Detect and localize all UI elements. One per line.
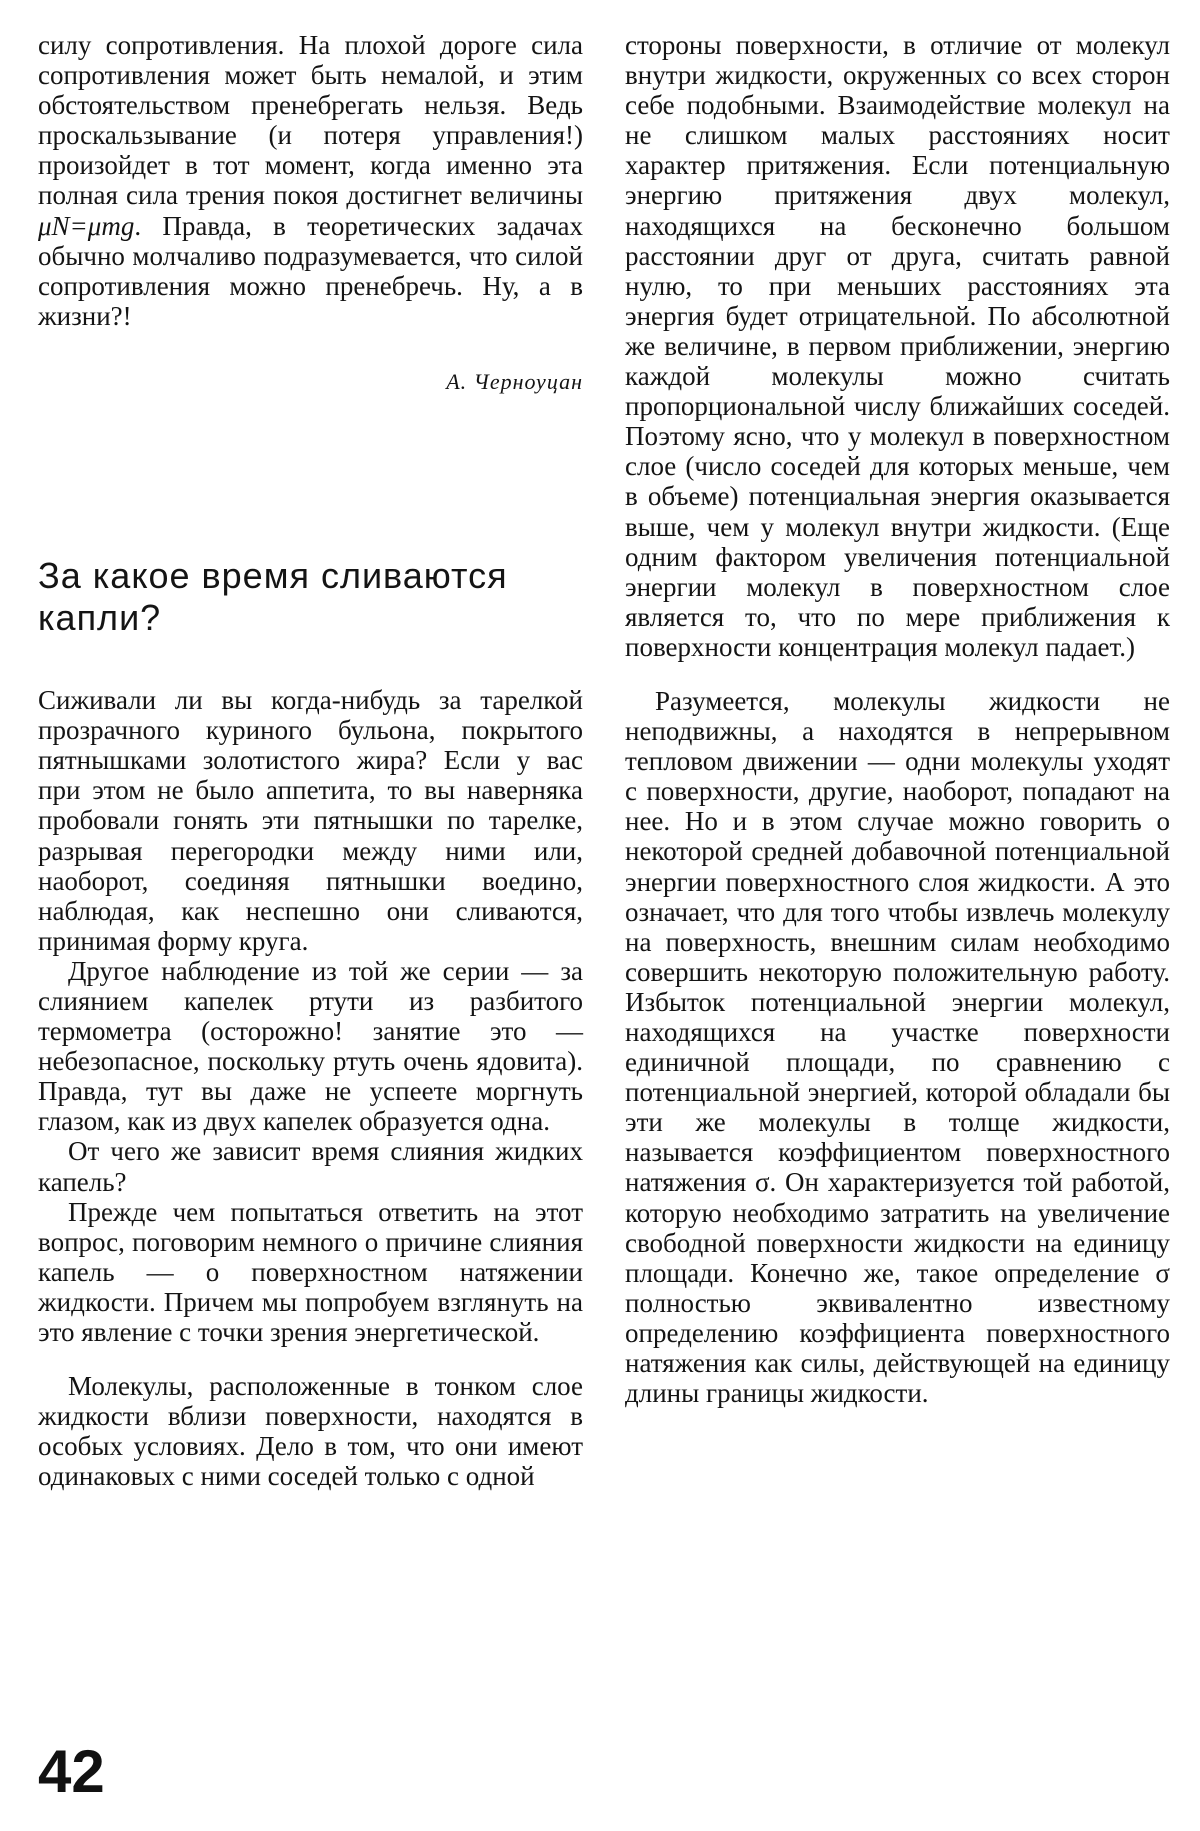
article-paragraph: Разумеется, молекулы жидкости не неподвижны, а находятся в непрерывном тепловом движении — одни молекулы уходят с поверхности, другие, наоборот, попадают на нее. Но и в этом случае можно говорить о некоторой средней добавочной потенциальной энергии поверхностного слоя жидкости. А это означает, что для того чтобы извлечь молекулу на поверхность, внешним силам необходимо совершить некоторую положительную работу. Избыток потенциальной энергии молекул, находящихся на участке поверхности единичной площади, по сравнению с потенциальной энергией, которой обладали бы эти же молекулы в толще жидкости, называется коэффициентом поверхностного натяжения σ. Он характеризуется той работой, которую необходимо затратить на увеличение свободной поверхности жидкости на единицу площади. Конечно же, такое определение σ полностью эквивалентно известному определению коэффициента поверхностного натяжения как силы, действующей на единицу длины границы жидкости. (625, 685, 1170, 1409)
right-column (625, 30, 1170, 1408)
article-paragraph: Другое наблюдение из той же серии — за слиянием капелек ртути из разбитого термометра (осторожно! занятие это — небезопасное, поскольку ртуть очень ядовита). Правда, тут вы даже не успеете моргнуть глазом, как из двух капелек образуется одна. (38, 955, 583, 1137)
article-paragraph: От чего же зависит время слияния жидких капель? (38, 1136, 583, 1197)
article-title: За какое время сливаются капли? (38, 555, 508, 639)
article-paragraph: Молекулы, расположенные в тонком слое жидкости вблизи поверхности, находятся в особых условиях. Дело в том, что они имеют одинаковых с ними соседей только с одной (38, 1371, 583, 1492)
author-signature: А. Черноуцан (446, 368, 583, 394)
carryover-text-end: . Правда, в теоретических задачах обычно молчаливо подразумевается, что силой сопротивления можно пренебречь. Ну, а в жизни?! (38, 210, 583, 331)
friction-formula: μN=μmg (38, 210, 135, 241)
page-number: 42 (38, 1738, 105, 1805)
left-column (38, 30, 583, 1491)
carryover-text-start: силу сопротивления. На плохой дороге сила сопротивления может быть немалой, и этим обстоятельством пренебрегать нельзя. Ведь проскальзывание (и потеря управления!) произойдет в тот момент, когда именно эта полная сила трения покоя достигнет величины (38, 30, 583, 211)
article-paragraph: стороны поверхности, в отличие от молекул внутри жидкости, окруженных со всех сторон себе подобными. Взаимодействие молекул на не слишком малых расстояниях носит характер притяжения. Если потенциальную энергию притяжения двух молекул, находящихся на бесконечно большом расстоянии друг от друга, считать равной нулю, то при меньших расстояниях эта энергия будет отрицательной. По абсолютной же величине, в первом приближении, энергию каждой молекулы можно считать пропорциональной числу ближайших соседей. Поэтому ясно, что у молекул в поверхностном слое (число соседей для которых меньше, чем в объеме) потенциальная энергия оказывается выше, чем у молекул внутри жидкости. (Еще одним фактором увеличения потенциальной энергии молекул в поверхностном слое является то, что по мере приближения к поверхности концентрация молекул падает.) (625, 30, 1170, 662)
carryover-paragraph (38, 30, 583, 331)
article-paragraph: Прежде чем попытаться ответить на этот вопрос, поговорим немного о причине слияния капель — о поверхностном натяжении жидкости. Причем мы попробуем взглянуть на это явление с точки зрения энергетической. (38, 1196, 583, 1347)
article-paragraph: Сиживали ли вы когда-нибудь за тарелкой прозрачного куриного бульона, покрытого пятнышками золотистого жира? Если у вас при этом не было аппетита, то вы наверняка пробовали гонять эти пятнышки по тарелке, разрывая перегородки между ними или, наоборот, соединяя пятнышки воедино, наблюдая, как неспешно они сливаются, принимая форму круга. (38, 685, 583, 956)
